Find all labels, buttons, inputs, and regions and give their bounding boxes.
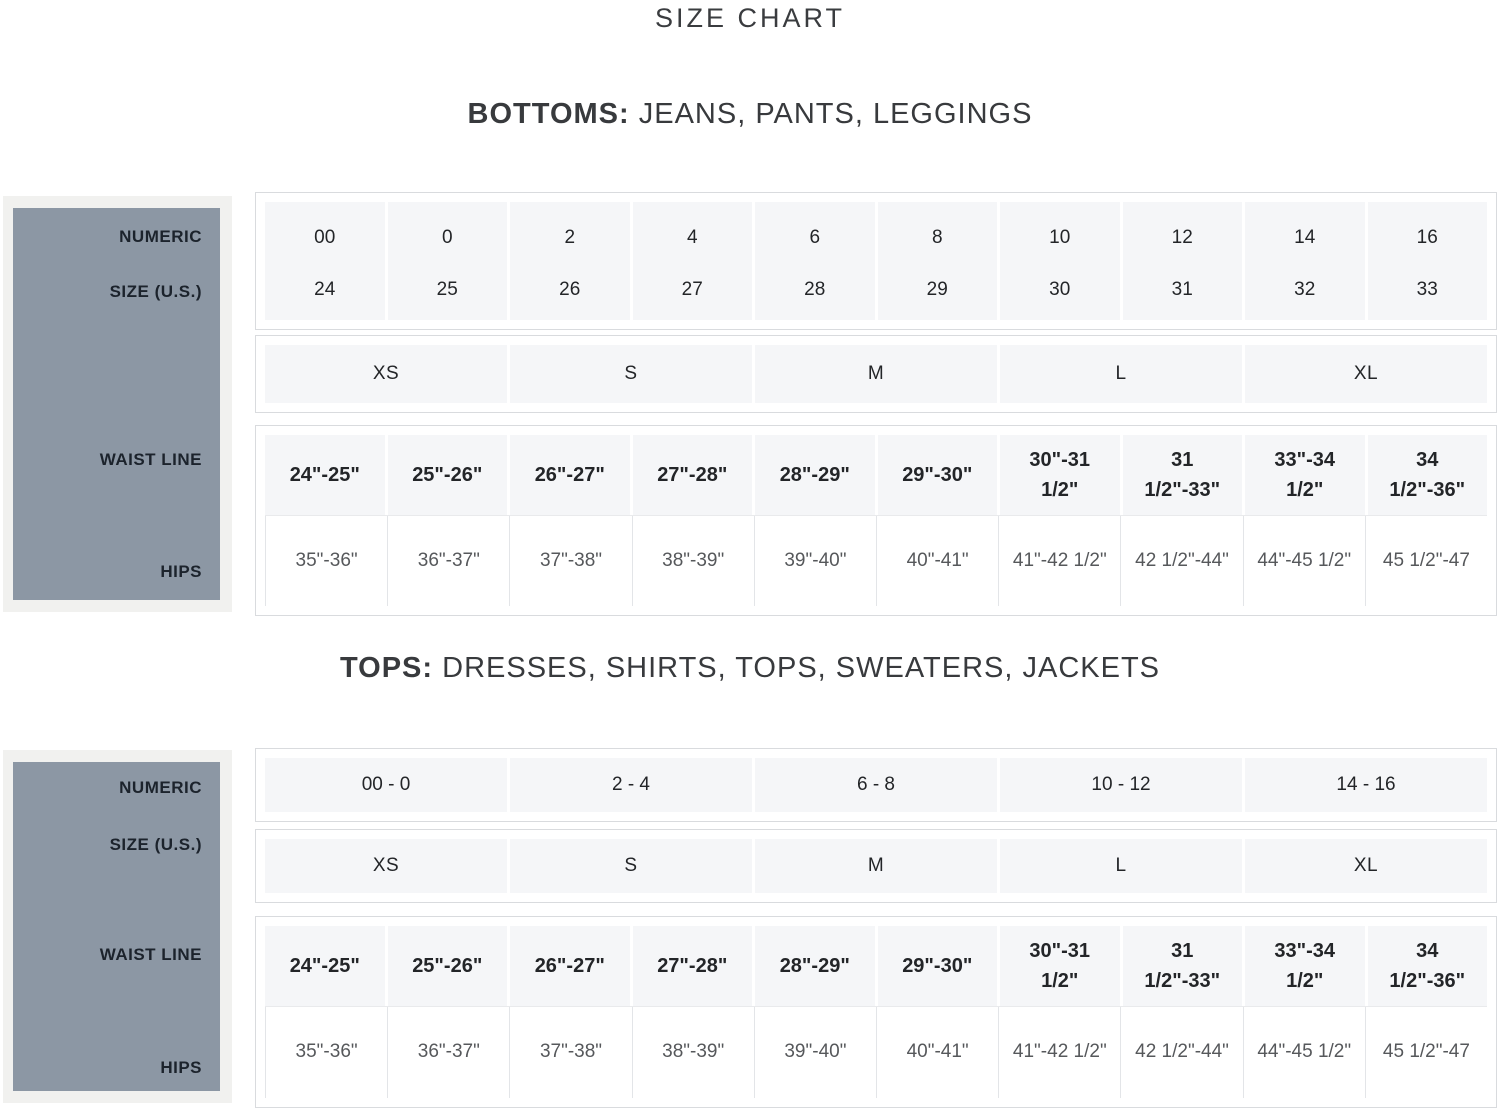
numeric-range-cell: 10 - 12 [1000, 758, 1242, 812]
bottoms-waist-hips-table [255, 425, 1497, 616]
waist-cell: 31 1/2"-33" [1123, 926, 1243, 1006]
hips-cell: 44"-45 1/2" [1243, 1007, 1365, 1098]
hips-cell: 39"-40" [754, 1007, 876, 1098]
numeric-size-bottom-value: 29 [926, 279, 948, 300]
numeric-size-top-value: 2 [564, 227, 576, 248]
numeric-size-bottom-value: 32 [1294, 279, 1316, 300]
waist-cell: 33"-34 1/2" [1245, 926, 1365, 1006]
waist-cell: 29"-30" [878, 435, 998, 515]
letter-size-cell: XL [1245, 345, 1487, 403]
letter-size-cell: S [510, 345, 752, 403]
numeric-size-bottom-value: 27 [681, 279, 703, 300]
bottoms-label-hips: HIPS [160, 562, 202, 581]
tops-waist-row [265, 926, 1487, 1006]
tops-letter-size-row [265, 839, 1487, 893]
numeric-range-cell: 6 - 8 [755, 758, 997, 812]
waist-cell: 27"-28" [633, 435, 753, 515]
numeric-size-top-value: 8 [931, 227, 943, 248]
bottoms-heading-category: BOTTOMS: [467, 98, 630, 130]
hips-cell: 36"-37" [387, 516, 509, 606]
waist-cell: 28"-29" [755, 926, 875, 1006]
bottoms-hips-row [265, 515, 1487, 606]
numeric-size-top-value: 6 [809, 227, 821, 248]
numeric-size-cell [388, 202, 508, 320]
tops-waist-hips-table [255, 916, 1497, 1108]
page-title: SIZE CHART [654, 3, 846, 33]
letter-size-cell: L [1000, 839, 1242, 893]
numeric-size-top-value: 14 [1294, 227, 1316, 248]
waist-cell: 26"-27" [510, 926, 630, 1006]
letter-size-cell: S [510, 839, 752, 893]
waist-cell: 28"-29" [755, 435, 875, 515]
numeric-size-cell [1123, 202, 1243, 320]
hips-cell: 42 1/2"-44" [1120, 516, 1242, 606]
waist-cell: 24"-25" [265, 926, 385, 1006]
numeric-size-cell [633, 202, 753, 320]
waist-cell: 34 1/2"-36" [1368, 435, 1488, 515]
numeric-size-bottom-value: 26 [559, 279, 581, 300]
hips-cell: 39"-40" [754, 516, 876, 606]
letter-size-cell: M [755, 839, 997, 893]
letter-size-cell: XS [265, 839, 507, 893]
tops-row-labels-panel [3, 750, 232, 1103]
hips-cell: 38"-39" [632, 1007, 754, 1098]
hips-cell: 42 1/2"-44" [1120, 1007, 1242, 1098]
tops-label-size-us: SIZE (U.S.) [109, 835, 202, 854]
waist-cell: 27"-28" [633, 926, 753, 1006]
tops-row-labels-block [13, 762, 220, 1091]
numeric-range-cell: 00 - 0 [265, 758, 507, 812]
numeric-size-bottom-value: 31 [1171, 279, 1193, 300]
numeric-size-top-value: 12 [1171, 227, 1193, 248]
waist-cell: 25"-26" [388, 435, 508, 515]
hips-cell: 45 1/2"-47 [1365, 516, 1487, 606]
bottoms-letter-size-table [255, 335, 1497, 413]
bottoms-row-labels-panel [3, 196, 232, 612]
hips-cell: 37"-38" [509, 1007, 631, 1098]
waist-cell: 29"-30" [878, 926, 998, 1006]
bottoms-letter-size-row [265, 345, 1487, 403]
bottoms-row-labels-block [13, 208, 220, 600]
numeric-size-cell [878, 202, 998, 320]
numeric-size-cell [755, 202, 875, 320]
numeric-size-bottom-value: 28 [804, 279, 826, 300]
hips-cell: 45 1/2"-47 [1365, 1007, 1487, 1098]
waist-cell: 24"-25" [265, 435, 385, 515]
bottoms-label-waist-line: WAIST LINE [99, 450, 202, 469]
numeric-size-bottom-value: 30 [1049, 279, 1071, 300]
tops-letter-size-table [255, 829, 1497, 903]
bottoms-waist-row [265, 435, 1487, 515]
tops-section-heading [0, 650, 1500, 686]
numeric-range-cell: 2 - 4 [510, 758, 752, 812]
bottoms-label-size-us: SIZE (U.S.) [109, 282, 202, 301]
hips-cell: 38"-39" [632, 516, 754, 606]
waist-cell: 33"-34 1/2" [1245, 435, 1365, 515]
numeric-size-cell [1245, 202, 1365, 320]
hips-cell: 44"-45 1/2" [1243, 516, 1365, 606]
waist-cell: 26"-27" [510, 435, 630, 515]
numeric-size-bottom-value: 24 [314, 279, 336, 300]
tops-label-hips: HIPS [160, 1058, 202, 1077]
letter-size-cell: XL [1245, 839, 1487, 893]
waist-cell: 30"-31 1/2" [1000, 435, 1120, 515]
tops-numeric-size-table [255, 748, 1497, 822]
numeric-size-cell [1000, 202, 1120, 320]
bottoms-numeric-size-row [265, 202, 1487, 320]
waist-cell: 30"-31 1/2" [1000, 926, 1120, 1006]
waist-cell: 31 1/2"-33" [1123, 435, 1243, 515]
tops-heading-items: DRESSES, SHIRTS, TOPS, SWEATERS, JACKETS [433, 652, 1161, 684]
hips-cell: 40"-41" [876, 1007, 998, 1098]
hips-cell: 35"-36" [265, 1007, 387, 1098]
numeric-size-top-value: 4 [686, 227, 698, 248]
numeric-size-top-value: 10 [1049, 227, 1071, 248]
bottoms-label-numeric: NUMERIC [119, 227, 202, 246]
hips-cell: 37"-38" [509, 516, 631, 606]
tops-numeric-size-row [265, 758, 1487, 812]
letter-size-cell: L [1000, 345, 1242, 403]
numeric-size-cell [265, 202, 385, 320]
hips-cell: 41"-42 1/2" [998, 516, 1120, 606]
tops-label-numeric: NUMERIC [119, 778, 202, 797]
numeric-size-cell [1368, 202, 1488, 320]
letter-size-cell: M [755, 345, 997, 403]
hips-cell: 41"-42 1/2" [998, 1007, 1120, 1098]
tops-label-waist-line: WAIST LINE [99, 945, 202, 964]
hips-cell: 40"-41" [876, 516, 998, 606]
tops-hips-row [265, 1006, 1487, 1098]
bottoms-section-heading [0, 96, 1500, 132]
numeric-size-top-value: 16 [1416, 227, 1438, 248]
numeric-size-top-value: 0 [441, 227, 453, 248]
bottoms-numeric-size-table [255, 192, 1497, 330]
tops-heading-category: TOPS: [339, 652, 434, 684]
hips-cell: 36"-37" [387, 1007, 509, 1098]
numeric-size-cell [510, 202, 630, 320]
waist-cell: 25"-26" [388, 926, 508, 1006]
bottoms-heading-items: JEANS, PANTS, LEGGINGS [629, 98, 1033, 130]
hips-cell: 35"-36" [265, 516, 387, 606]
waist-cell: 34 1/2"-36" [1368, 926, 1488, 1006]
numeric-range-cell: 14 - 16 [1245, 758, 1487, 812]
letter-size-cell: XS [265, 345, 507, 403]
numeric-size-top-value: 00 [314, 227, 336, 248]
numeric-size-bottom-value: 33 [1416, 279, 1438, 300]
numeric-size-bottom-value: 25 [436, 279, 458, 300]
